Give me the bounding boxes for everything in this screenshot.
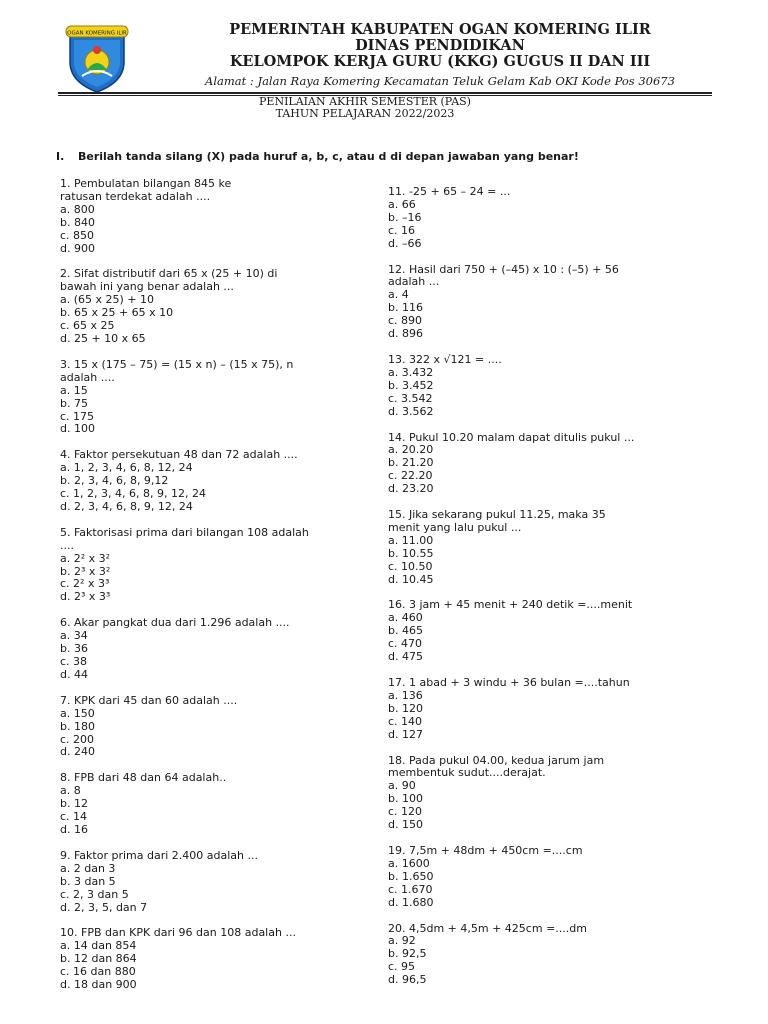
answer-option: a. 14 dan 854 bbox=[60, 939, 137, 953]
answer-option: b. 65 x 25 + 65 x 10 bbox=[60, 306, 174, 320]
answer-option: a. 15 bbox=[60, 383, 88, 397]
question-item bbox=[60, 527, 360, 604]
answer-option: a. 3.432 bbox=[388, 365, 434, 379]
question-item bbox=[388, 186, 718, 251]
answer-option: d. 2, 3, 4, 6, 8, 9, 12, 24 bbox=[60, 499, 193, 513]
question-item bbox=[60, 268, 360, 345]
answer-option: a. 20.20 bbox=[388, 443, 434, 457]
question-item bbox=[388, 264, 718, 341]
exam-title: PENILAIAN AKHIR SEMESTER (PAS) bbox=[259, 95, 471, 108]
answer-option: b. 92,5 bbox=[388, 947, 427, 961]
answer-option: a. 34 bbox=[60, 629, 88, 643]
answer-option: c. 890 bbox=[388, 314, 423, 328]
question-text: 2. Sifat distributif dari 65 x (25 + 10) di bawah ini yang benar adalah ... bbox=[60, 267, 278, 294]
answer-option: a. 460 bbox=[388, 611, 423, 625]
answer-option: b. 3 dan 5 bbox=[60, 874, 116, 888]
answer-option: d. 25 + 10 x 65 bbox=[60, 331, 146, 345]
answer-option: b. 75 bbox=[60, 396, 88, 410]
question-item bbox=[388, 509, 718, 586]
answer-option: b. –16 bbox=[388, 210, 422, 224]
answer-option: d. 100 bbox=[60, 422, 95, 436]
answer-option: a. 1, 2, 3, 4, 6, 8, 12, 24 bbox=[60, 461, 193, 475]
answer-option: c. 2² x 3³ bbox=[60, 577, 110, 591]
question-text: 9. Faktor prima dari 2.400 adalah ... bbox=[60, 848, 258, 862]
answer-option: a. 2² x 3² bbox=[60, 551, 111, 565]
answer-option: c. 2, 3 dan 5 bbox=[60, 887, 129, 901]
question-item bbox=[60, 927, 360, 992]
answer-option: c. 16 bbox=[388, 223, 416, 237]
question-text: 8. FPB dari 48 dan 64 adalah.. bbox=[60, 771, 227, 785]
answer-option: d. 896 bbox=[388, 327, 423, 341]
question-text: 3. 15 x (175 – 75) = (15 x n) – (15 x 75), n adalah .... bbox=[60, 357, 294, 384]
question-item bbox=[388, 432, 718, 497]
answer-option: d. 2, 3, 5, dan 7 bbox=[60, 900, 148, 914]
answer-option: a. 800 bbox=[60, 202, 95, 216]
question-text: 15. Jika sekarang pukul 11.25, maka 35 menit yang lalu pukul ... bbox=[388, 508, 606, 534]
answer-option: a. 1600 bbox=[388, 856, 430, 870]
answer-option: a. 8 bbox=[60, 784, 81, 798]
answer-option: c. 175 bbox=[60, 409, 95, 423]
answer-option: d. 96,5 bbox=[388, 973, 427, 987]
question-text: 6. Akar pangkat dua dari 1.296 adalah .... bbox=[60, 616, 290, 630]
answer-option: b. 21.20 bbox=[388, 456, 434, 470]
question-item bbox=[60, 449, 360, 514]
questions-column-left bbox=[60, 178, 360, 1005]
question-text: 13. 322 x √121 = .... bbox=[388, 352, 502, 366]
answer-option: a. 2 dan 3 bbox=[60, 861, 116, 875]
question-text: 12. Hasil dari 750 + (–45) x 10 : (–5) + 56 adalah ... bbox=[388, 262, 619, 289]
answer-option: d. 16 bbox=[60, 822, 88, 836]
answer-option: b. 120 bbox=[388, 701, 423, 715]
letterhead-address: Alamat : Jalan Raya Komering Kecamatan Teluk Gelam Kab OKI Kode Pos 30673 bbox=[205, 74, 675, 88]
answer-option: a. 90 bbox=[388, 779, 416, 793]
answer-option: c. 38 bbox=[60, 655, 88, 668]
exam-title-block bbox=[200, 96, 530, 120]
answer-option: d. 18 dan 900 bbox=[60, 978, 137, 992]
instruction-number: I. bbox=[56, 150, 65, 163]
answer-option: b. 3.452 bbox=[388, 378, 434, 392]
answer-option: d. 240 bbox=[60, 745, 95, 759]
answer-option: d. 44 bbox=[60, 667, 88, 681]
question-text: 16. 3 jam + 45 menit + 240 detik =....menit bbox=[388, 598, 633, 612]
question-text: 7. KPK dari 45 dan 60 adalah .... bbox=[60, 693, 238, 707]
answer-option: b. 10.55 bbox=[388, 546, 434, 560]
answer-option: d. 2³ x 3³ bbox=[60, 590, 111, 604]
answer-option: c. 22.20 bbox=[388, 469, 433, 483]
answer-option: b. 2³ x 3² bbox=[60, 564, 111, 578]
answer-option: a. 66 bbox=[388, 197, 416, 211]
answer-option: c. 120 bbox=[388, 805, 423, 819]
regency-logo bbox=[60, 20, 134, 94]
answer-option: a. 150 bbox=[60, 706, 95, 720]
letterhead-line-3: KELOMPOK KERJA GURU (KKG) GUGUS II DAN III bbox=[229, 53, 651, 70]
answer-option: b. 465 bbox=[388, 624, 423, 638]
answer-option: b. 2, 3, 4, 6, 8, 9,12 bbox=[60, 474, 169, 488]
answer-option: c. 10.50 bbox=[388, 559, 433, 573]
instruction-text: Berilah tanda silang (X) pada huruf a, b, c, atau d di depan jawaban yang benar! bbox=[78, 150, 579, 163]
exam-year: TAHUN PELAJARAN 2022/2023 bbox=[275, 107, 455, 120]
question-item bbox=[388, 354, 718, 419]
question-item bbox=[388, 845, 718, 910]
answer-option: b. 116 bbox=[388, 301, 423, 315]
answer-option: a. 136 bbox=[388, 688, 423, 702]
answer-option: d. 10.45 bbox=[388, 572, 434, 586]
answer-option: b. 100 bbox=[388, 792, 423, 806]
question-text: 20. 4,5dm + 4,5m + 425cm =....dm bbox=[388, 921, 587, 935]
letterhead bbox=[140, 22, 740, 70]
question-item bbox=[388, 755, 718, 832]
answer-option: d. 475 bbox=[388, 650, 423, 664]
answer-option: b. 12 bbox=[60, 797, 88, 811]
answer-option: b. 1.650 bbox=[388, 869, 434, 883]
question-text: 1. Pembulatan bilangan 845 ke ratusan terdekat adalah .... bbox=[60, 177, 232, 203]
answer-option: c. 140 bbox=[388, 714, 423, 728]
header-divider-thick bbox=[58, 92, 712, 94]
question-item bbox=[388, 677, 718, 742]
question-text: 17. 1 abad + 3 windu + 36 bulan =....tahun bbox=[388, 676, 630, 689]
answer-option: c. 65 x 25 bbox=[60, 319, 115, 333]
answer-option: c. 16 dan 880 bbox=[60, 965, 136, 979]
answer-option: b. 180 bbox=[60, 719, 95, 733]
letterhead-line-2: DINAS PENDIDIKAN bbox=[355, 37, 525, 54]
answer-option: a. 4 bbox=[388, 288, 409, 302]
answer-option: c. 3.542 bbox=[388, 391, 433, 405]
answer-option: d. 127 bbox=[388, 727, 423, 741]
question-item bbox=[388, 599, 718, 664]
question-text: 19. 7,5m + 48dm + 450cm =....cm bbox=[388, 843, 583, 857]
answer-option: b. 36 bbox=[60, 642, 88, 656]
letterhead-line-1: PEMERINTAH KABUPATEN OGAN KOMERING ILIR bbox=[229, 21, 651, 38]
answer-option: c. 14 bbox=[60, 810, 88, 824]
question-item bbox=[388, 923, 718, 988]
question-text: 5. Faktorisasi prima dari bilangan 108 adalah .... bbox=[60, 525, 309, 552]
answer-option: d. 3.562 bbox=[388, 404, 434, 418]
logo-ribbon-text: OGAN KOMERING ILIR bbox=[67, 30, 127, 37]
question-item bbox=[60, 850, 360, 915]
answer-option: d. 23.20 bbox=[388, 482, 434, 496]
answer-option: c. 470 bbox=[388, 637, 423, 651]
question-item bbox=[60, 695, 360, 760]
question-item bbox=[60, 772, 360, 837]
answer-option: a. 92 bbox=[388, 934, 416, 948]
question-text: 4. Faktor persekutuan 48 dan 72 adalah .... bbox=[60, 448, 298, 462]
questions-column-right bbox=[388, 186, 718, 1000]
answer-option: d. –66 bbox=[388, 236, 422, 250]
answer-option: a. (65 x 25) + 10 bbox=[60, 293, 155, 307]
answer-option: d. 1.680 bbox=[388, 895, 434, 909]
answer-option: a. 11.00 bbox=[388, 533, 434, 547]
answer-option: c. 850 bbox=[60, 228, 95, 242]
instruction bbox=[56, 150, 579, 163]
answer-option: b. 840 bbox=[60, 215, 95, 229]
answer-option: d. 900 bbox=[60, 241, 95, 255]
answer-option: c. 1, 2, 3, 4, 6, 8, 9, 12, 24 bbox=[60, 487, 206, 501]
answer-option: c. 95 bbox=[388, 960, 416, 974]
question-text: 11. -25 + 65 – 24 = ... bbox=[388, 185, 511, 198]
question-text: 10. FPB dan KPK dari 96 dan 108 adalah ... bbox=[60, 926, 296, 940]
question-item bbox=[60, 178, 360, 255]
question-text: 18. Pada pukul 04.00, kedua jarum jam membentuk sudut....derajat. bbox=[388, 753, 605, 780]
answer-option: b. 12 dan 864 bbox=[60, 952, 137, 966]
answer-option: c. 200 bbox=[60, 732, 95, 746]
answer-option: c. 1.670 bbox=[388, 882, 433, 896]
question-item bbox=[60, 359, 360, 436]
answer-option: d. 150 bbox=[388, 818, 423, 832]
question-text: 14. Pukul 10.20 malam dapat ditulis pukul ... bbox=[388, 430, 635, 444]
question-item bbox=[60, 617, 360, 682]
